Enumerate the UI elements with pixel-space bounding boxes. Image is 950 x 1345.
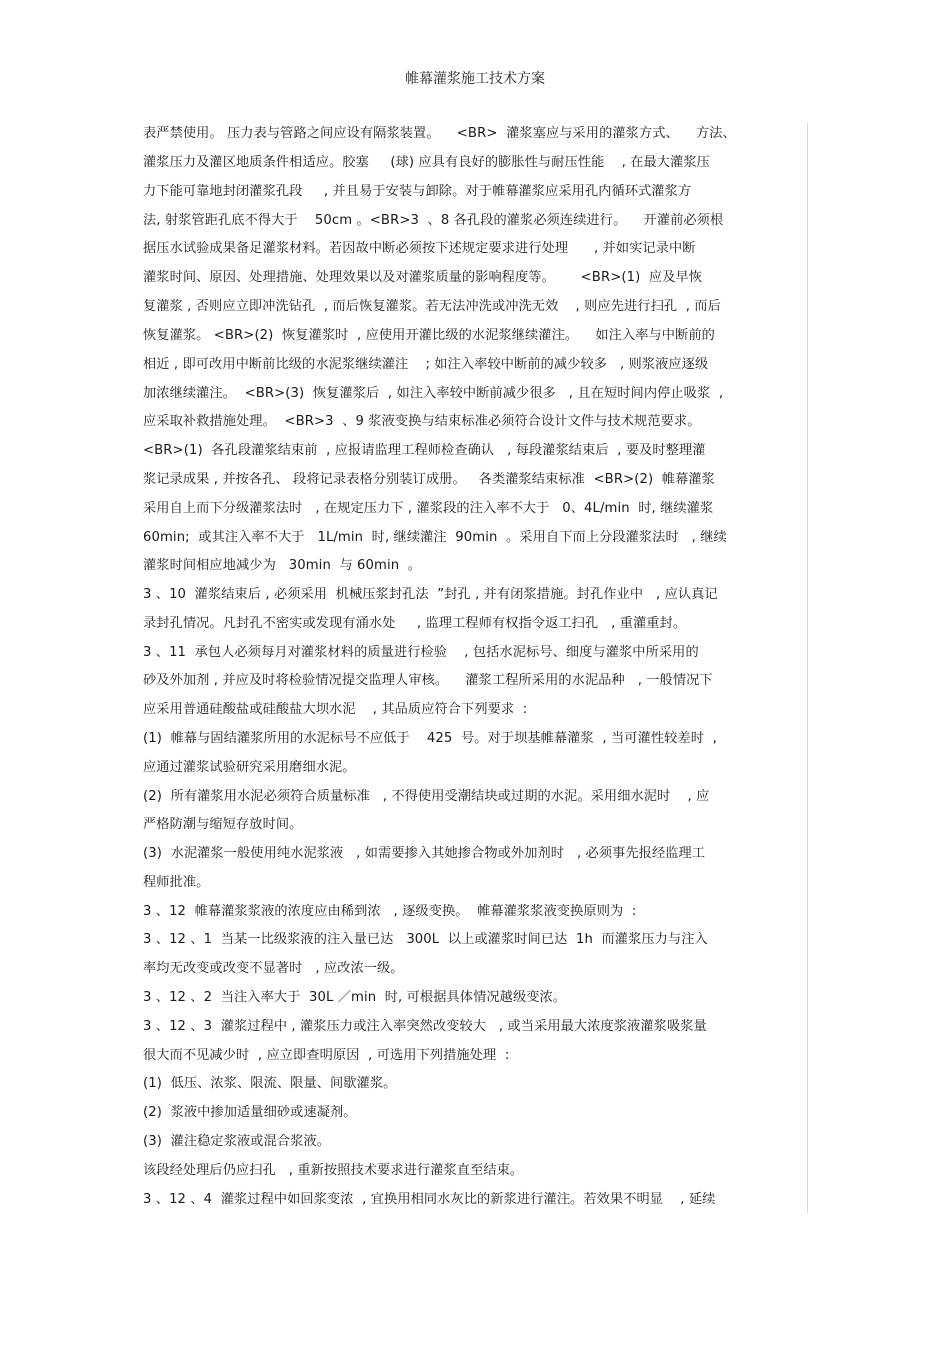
text-line: 力下能可靠地封闭灌浆孔段 , 并且易于安装与卸除。对于帷幕灌浆应采用孔内循环式灌浆方 [143, 184, 692, 199]
text-line: 3 、10 灌浆结束后 , 必须采用 机械压浆封孔法 ”封孔 , 并有闭浆措施。封孔作业中 , 应认真记 [143, 587, 718, 602]
text-line: (3) 灌注稳定浆液或混合浆液。 [143, 1134, 331, 1149]
text-line: 该段经处理后仍应扫孔 , 重新按照技术要求进行灌浆直至结束。 [143, 1163, 524, 1178]
text-line: (1) 低压、浓浆、限流、限量、间歇灌浆。 [143, 1076, 397, 1091]
text-line: 录封孔情况。凡封孔不密实或发现有涌水处 , 监理工程师有权指令返工扫孔 , 重灌重封。 [143, 616, 687, 631]
page-title: 帷幕灌浆施工技术方案 [405, 71, 545, 87]
text-line: 程师批准。 [143, 875, 210, 890]
text-line: 3 、11 承包人必须每月对灌浆材料的质量进行检验 , 包括水泥标号、细度与灌浆中所采用的 [143, 645, 699, 660]
text-line: 率均无改变或改变不显著时 , 应改浓一级。 [143, 961, 404, 976]
text-line: (2) 浆液中掺加适量细砂或速凝剂。 [143, 1105, 357, 1120]
text-line: 采用自上而下分级灌浆法时 , 在规定压力下 , 灌浆段的注入率不大于 0、4L/min 时, 继续灌浆 [143, 501, 714, 516]
text-line: 60min; 或其注入率不大于 1L/min 时, 继续灌注 90min 。采用自下而上分段灌浆法时 , 继续 [143, 530, 727, 545]
text-line: (1) 帷幕与固结灌浆所用的水泥标号不应低于 425 号。对于坝基帷幕灌浆 , 当可灌性较差时 , [143, 731, 717, 746]
text-line: 应采用普通硅酸盐或硅酸盐大坝水泥 , 其品质应符合下列要求 : [143, 702, 528, 717]
text-line: <BR>(1) 各孔段灌浆结束前 , 应报请监理工程师检查确认 , 每段灌浆结束后 , 要及时整理灌 [143, 443, 706, 458]
text-line: 相近 , 即可改用中断前比级的水泥浆继续灌注 ; 如注入率较中断前的减少较多 , 则浆液应逐级 [143, 357, 709, 372]
text-line: 严格防潮与缩短存放时间。 [143, 817, 303, 832]
text-line: 灌浆时间、原因、处理措施、处理效果以及对灌浆质量的影响程度等。 <BR>(1) 应及早恢 [143, 270, 703, 285]
text-line: (3) 水泥灌浆一般使用纯水泥浆液 , 如需要掺入其她掺合物或外加剂时 , 必须事先报经监理工 [143, 846, 706, 861]
text-line: 复灌浆 , 否则应立即冲洗钻孔 , 而后恢复灌浆。若无法冲洗或冲洗无效 , 则应先进行扫孔 , 而后 [143, 299, 721, 314]
document-body [143, 123, 808, 1213]
text-line: 3 、12 、2 当注入率大于 30L ／min 时, 可根据具体情况越级变浓。 [143, 990, 567, 1005]
text-line: 灌浆压力及灌区地质条件相适应。胶塞 (球) 应具有良好的膨胀性与耐压性能 , 在最大灌浆压 [143, 155, 710, 170]
text-line: (2) 所有灌浆用水泥必须符合质量标准 , 不得使用受潮结块或过期的水泥。采用细水泥时 , 应 [143, 789, 710, 804]
text-line: 灌浆时间相应地减少为 30min 与 60min 。 [143, 558, 422, 573]
text-line: 加浓继续灌注。 <BR>(3) 恢复灌浆后 , 如注入率较中断前减少很多 , 且在短时间内停止吸浆 , [143, 386, 724, 401]
text-line: 砂及外加剂 , 并应及时将检验情况提交监理人审核。 灌浆工程所采用的水泥品种 , 一般情况下 [143, 673, 713, 688]
text-line: 浆记录成果 , 并按各孔、 段将记录表格分别装订成册。 各类灌浆结束标准 <BR>(2) 帷幕灌浆 [143, 472, 715, 487]
text-line: 很大而不见减少时 , 应立即查明原因 , 可选用下列措施处理 : [143, 1048, 510, 1063]
text-line: 据压水试验成果备足灌浆材料。若因故中断必须按下述规定要求进行处理 , 并如实记录中断 [143, 241, 696, 256]
text-line: 3 、12 、1 当某一比级浆液的注入量已达 300L 以上或灌浆时间已达 1h 而灌浆压力与注入 [143, 932, 708, 947]
text-line: 应通过灌浆试验研究采用磨细水泥。 [143, 760, 356, 775]
text-line: 3 、12 、3 灌浆过程中 , 灌浆压力或注入率突然改变较大 , 或当采用最大浓度浆液灌浆吸浆量 [143, 1019, 707, 1034]
text-line: 恢复灌浆。 <BR>(2) 恢复灌浆时 , 应使用开灌比级的水泥浆继续灌注。 如注入率与中断前的 [143, 328, 715, 343]
text-line: 3 、12 、4 灌浆过程中如回浆变浓 , 宜换用相同水灰比的新浆进行灌注。若效果不明显 , 延续 [143, 1192, 716, 1207]
text-line: 应采取补救措施处理。 <BR>3 、9 浆液变换与结束标准必须符合设计文件与技术规范要求。 [143, 414, 701, 429]
text-line: 3 、12 帷幕灌浆浆液的浓度应由稀到浓 , 逐级变换。 帷幕灌浆浆液变换原则为 : [143, 904, 637, 919]
text-line: 法, 射浆管距孔底不得大于 50cm 。<BR>3 、8 各孔段的灌浆必须连续进行。 开灌前必须根 [143, 213, 724, 228]
text-line: 表严禁使用。 压力表与管路之间应设有隔浆装置。 <BR> 灌浆塞应与采用的灌浆方式、 方法、 [143, 126, 736, 141]
